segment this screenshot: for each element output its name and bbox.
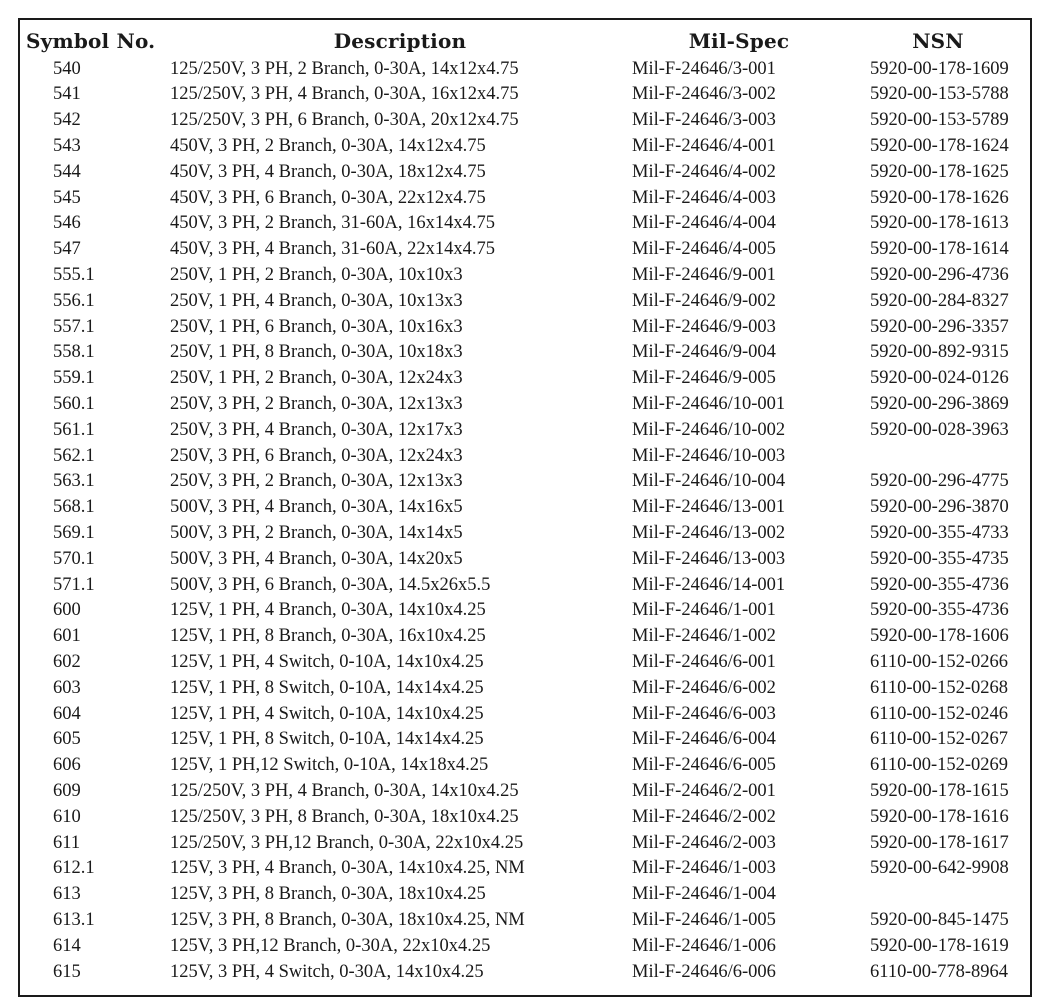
cell-nsn: 5920-00-296-3357 bbox=[870, 316, 1009, 337]
cell-milspec: Mil-F-24646/6-004 bbox=[632, 729, 776, 750]
cell-symbol: 570.1 bbox=[53, 548, 95, 569]
cell-description: 125/250V, 3 PH, 6 Branch, 0-30A, 20x12x4.75 bbox=[170, 110, 519, 131]
cell-nsn: 5920-00-296-3870 bbox=[870, 497, 1009, 518]
table-row bbox=[22, 598, 1028, 624]
table-row bbox=[22, 701, 1028, 727]
cell-symbol: 601 bbox=[53, 626, 81, 647]
table-row bbox=[22, 366, 1028, 392]
header-row bbox=[22, 26, 1028, 56]
cell-description: 250V, 3 PH, 4 Branch, 0-30A, 12x17x3 bbox=[170, 419, 463, 440]
cell-symbol: 606 bbox=[53, 755, 81, 776]
cell-description: 250V, 1 PH, 4 Branch, 0-30A, 10x13x3 bbox=[170, 290, 463, 311]
cell-milspec: Mil-F-24646/10-004 bbox=[632, 471, 786, 492]
cell-description: 125V, 1 PH, 8 Switch, 0-10A, 14x14x4.25 bbox=[170, 729, 484, 750]
table-row bbox=[22, 314, 1028, 340]
table-row bbox=[22, 82, 1028, 108]
cell-symbol: 571.1 bbox=[53, 574, 95, 595]
cell-description: 250V, 3 PH, 6 Branch, 0-30A, 12x24x3 bbox=[170, 445, 463, 466]
cell-description: 125V, 1 PH, 8 Switch, 0-10A, 14x14x4.25 bbox=[170, 677, 484, 698]
table-frame bbox=[18, 18, 1032, 997]
table-row bbox=[22, 520, 1028, 546]
cell-description: 450V, 3 PH, 4 Branch, 0-30A, 18x12x4.75 bbox=[170, 161, 486, 182]
cell-description: 125V, 3 PH, 8 Branch, 0-30A, 18x10x4.25, NM bbox=[170, 909, 525, 930]
cell-description: 125V, 3 PH,12 Branch, 0-30A, 22x10x4.25 bbox=[170, 935, 491, 956]
cell-symbol: 615 bbox=[53, 961, 81, 982]
cell-milspec: Mil-F-24646/14-001 bbox=[632, 574, 786, 595]
cell-milspec: Mil-F-24646/1-002 bbox=[632, 626, 776, 647]
cell-milspec: Mil-F-24646/4-003 bbox=[632, 187, 776, 208]
cell-nsn: 5920-00-153-5789 bbox=[870, 110, 1009, 131]
table-row bbox=[22, 391, 1028, 417]
cell-description: 450V, 3 PH, 6 Branch, 0-30A, 22x12x4.75 bbox=[170, 187, 486, 208]
cell-nsn bbox=[848, 443, 1028, 469]
cell-description: 125/250V, 3 PH, 4 Branch, 0-30A, 14x10x4.25 bbox=[170, 780, 519, 801]
cell-symbol: 544 bbox=[53, 161, 81, 182]
cell-milspec: Mil-F-24646/6-002 bbox=[632, 677, 776, 698]
cell-nsn: 5920-00-178-1615 bbox=[870, 780, 1009, 801]
cell-symbol: 558.1 bbox=[53, 342, 95, 363]
table-row bbox=[22, 959, 1028, 985]
cell-symbol: 611 bbox=[53, 832, 81, 853]
table-row bbox=[22, 933, 1028, 959]
table-row bbox=[22, 133, 1028, 159]
cell-nsn: 5920-00-024-0126 bbox=[870, 368, 1009, 389]
cell-nsn: 5920-00-178-1625 bbox=[870, 161, 1009, 182]
cell-symbol: 541 bbox=[53, 84, 81, 105]
cell-symbol: 609 bbox=[53, 780, 81, 801]
cell-description: 250V, 3 PH, 2 Branch, 0-30A, 12x13x3 bbox=[170, 394, 463, 414]
cell-milspec: Mil-F-24646/13-003 bbox=[632, 548, 786, 569]
table-row bbox=[22, 443, 1028, 469]
cell-symbol: 613.1 bbox=[53, 909, 95, 930]
cell-milspec: Mil-F-24646/4-005 bbox=[632, 239, 776, 260]
cell-milspec: Mil-F-24646/3-002 bbox=[632, 84, 776, 105]
cell-symbol: 556.1 bbox=[53, 290, 95, 311]
table-row bbox=[22, 237, 1028, 263]
cell-symbol: 555.1 bbox=[53, 265, 95, 286]
cell-nsn: 6110-00-778-8964 bbox=[870, 961, 1009, 982]
cell-symbol: 546 bbox=[53, 213, 81, 234]
cell-nsn: 5920-00-178-1613 bbox=[870, 213, 1009, 234]
table-row bbox=[22, 159, 1028, 185]
cell-nsn: 5920-00-892-9315 bbox=[870, 342, 1009, 363]
cell-milspec: Mil-F-24646/1-004 bbox=[632, 884, 776, 905]
table-row bbox=[22, 56, 1028, 82]
cell-nsn: 5920-00-355-4733 bbox=[870, 522, 1009, 543]
cell-nsn: 6110-00-152-0269 bbox=[870, 755, 1009, 776]
cell-milspec: Mil-F-24646/10-001 bbox=[632, 394, 786, 414]
cell-nsn: 6110-00-152-0268 bbox=[870, 677, 1009, 698]
cell-symbol: 559.1 bbox=[53, 368, 95, 389]
cell-description: 125/250V, 3 PH, 8 Branch, 0-30A, 18x10x4.25 bbox=[170, 806, 519, 827]
table-row bbox=[22, 649, 1028, 675]
cell-milspec: Mil-F-24646/3-003 bbox=[632, 110, 776, 131]
cell-nsn: 5920-00-178-1616 bbox=[870, 806, 1009, 827]
cell-description: 125V, 3 PH, 4 Branch, 0-30A, 14x10x4.25, NM bbox=[170, 858, 525, 879]
cell-milspec: Mil-F-24646/2-002 bbox=[632, 806, 776, 827]
cell-symbol: 604 bbox=[53, 703, 81, 724]
cell-nsn: 5920-00-355-4735 bbox=[870, 548, 1009, 569]
cell-nsn bbox=[848, 882, 1028, 908]
table-body bbox=[22, 56, 1028, 985]
cell-nsn: 5920-00-178-1626 bbox=[870, 187, 1009, 208]
table-row bbox=[22, 727, 1028, 753]
cell-milspec: Mil-F-24646/6-003 bbox=[632, 703, 776, 724]
table-row bbox=[22, 830, 1028, 856]
cell-nsn: 5920-00-178-1614 bbox=[870, 239, 1009, 260]
cell-nsn: 5920-00-178-1617 bbox=[870, 832, 1009, 853]
cell-nsn: 5920-00-296-4736 bbox=[870, 265, 1009, 286]
table-row bbox=[22, 624, 1028, 650]
cell-nsn: 5920-00-028-3963 bbox=[870, 419, 1009, 440]
cell-milspec: Mil-F-24646/4-002 bbox=[632, 161, 776, 182]
cell-milspec: Mil-F-24646/9-003 bbox=[632, 316, 776, 337]
cell-milspec: Mil-F-24646/13-002 bbox=[632, 522, 786, 543]
cell-description: 125V, 1 PH,12 Switch, 0-10A, 14x18x4.25 bbox=[170, 755, 489, 776]
cell-description: 125V, 3 PH, 8 Branch, 0-30A, 18x10x4.25 bbox=[170, 884, 486, 905]
cell-symbol: 612.1 bbox=[53, 858, 95, 879]
table-row bbox=[22, 495, 1028, 521]
table-row bbox=[22, 469, 1028, 495]
cell-description: 125/250V, 3 PH, 4 Branch, 0-30A, 16x12x4.75 bbox=[170, 84, 519, 105]
header-milspec: Mil-Spec bbox=[688, 29, 790, 53]
cell-nsn: 5920-00-296-4775 bbox=[870, 471, 1009, 492]
table-row bbox=[22, 340, 1028, 366]
cell-milspec: Mil-F-24646/10-002 bbox=[632, 419, 786, 440]
cell-description: 250V, 1 PH, 2 Branch, 0-30A, 10x10x3 bbox=[170, 265, 463, 286]
cell-milspec: Mil-F-24646/2-001 bbox=[632, 780, 776, 801]
cell-symbol: 600 bbox=[53, 600, 81, 621]
cell-symbol: 563.1 bbox=[53, 471, 95, 492]
cell-symbol: 543 bbox=[53, 136, 81, 157]
table-row bbox=[22, 753, 1028, 779]
table-row bbox=[22, 804, 1028, 830]
table-row bbox=[22, 185, 1028, 211]
cell-symbol: 561.1 bbox=[53, 419, 95, 440]
cell-description: 500V, 3 PH, 2 Branch, 0-30A, 14x14x5 bbox=[170, 522, 463, 543]
header-description: Description bbox=[333, 29, 467, 53]
cell-nsn: 5920-00-178-1624 bbox=[870, 136, 1009, 157]
header-nsn: NSN bbox=[912, 29, 964, 53]
cell-description: 125V, 1 PH, 8 Branch, 0-30A, 16x10x4.25 bbox=[170, 626, 486, 647]
header-symbol: Symbol No. bbox=[26, 29, 156, 53]
cell-description: 450V, 3 PH, 2 Branch, 0-30A, 14x12x4.75 bbox=[170, 136, 486, 157]
cell-symbol: 547 bbox=[53, 239, 81, 260]
cell-nsn: 5920-00-642-9908 bbox=[870, 858, 1009, 879]
cell-milspec: Mil-F-24646/6-005 bbox=[632, 755, 776, 776]
cell-milspec: Mil-F-24646/9-002 bbox=[632, 290, 776, 311]
cell-milspec: Mil-F-24646/9-004 bbox=[632, 342, 776, 363]
cell-milspec: Mil-F-24646/6-006 bbox=[632, 961, 776, 982]
cell-milspec: Mil-F-24646/13-001 bbox=[632, 497, 786, 518]
cell-nsn: 5920-00-178-1609 bbox=[870, 58, 1009, 79]
table-row bbox=[22, 211, 1028, 237]
cell-symbol: 562.1 bbox=[53, 445, 95, 466]
cell-nsn: 5920-00-178-1619 bbox=[870, 935, 1009, 956]
cell-milspec: Mil-F-24646/1-006 bbox=[632, 935, 776, 956]
cell-milspec: Mil-F-24646/3-001 bbox=[632, 58, 776, 79]
table-row bbox=[22, 856, 1028, 882]
cell-milspec: Mil-F-24646/9-005 bbox=[632, 368, 776, 389]
cell-symbol: 557.1 bbox=[53, 316, 95, 337]
cell-description: 125V, 1 PH, 4 Switch, 0-10A, 14x10x4.25 bbox=[170, 651, 484, 672]
cell-description: 125V, 3 PH, 4 Switch, 0-30A, 14x10x4.25 bbox=[170, 961, 484, 982]
table-row bbox=[22, 572, 1028, 598]
cell-description: 250V, 1 PH, 8 Branch, 0-30A, 10x18x3 bbox=[170, 342, 463, 363]
parts-table bbox=[22, 26, 1028, 985]
cell-nsn: 5920-00-178-1606 bbox=[870, 626, 1009, 647]
cell-description: 500V, 3 PH, 4 Branch, 0-30A, 14x20x5 bbox=[170, 548, 463, 569]
table-row bbox=[22, 288, 1028, 314]
cell-milspec: Mil-F-24646/1-003 bbox=[632, 858, 776, 879]
table-row bbox=[22, 907, 1028, 933]
cell-milspec: Mil-F-24646/4-001 bbox=[632, 136, 776, 157]
table-row bbox=[22, 262, 1028, 288]
table-row bbox=[22, 778, 1028, 804]
cell-nsn: 6110-00-152-0267 bbox=[870, 729, 1009, 750]
cell-symbol: 568.1 bbox=[53, 497, 95, 518]
cell-symbol: 560.1 bbox=[53, 394, 95, 414]
cell-nsn: 6110-00-152-0246 bbox=[870, 703, 1009, 724]
cell-milspec: Mil-F-24646/4-004 bbox=[632, 213, 776, 234]
cell-symbol: 603 bbox=[53, 677, 81, 698]
cell-description: 450V, 3 PH, 2 Branch, 31-60A, 16x14x4.75 bbox=[170, 213, 495, 234]
cell-description: 250V, 1 PH, 2 Branch, 0-30A, 12x24x3 bbox=[170, 368, 463, 389]
cell-nsn: 5920-00-355-4736 bbox=[870, 600, 1009, 621]
cell-nsn: 5920-00-355-4736 bbox=[870, 574, 1009, 595]
cell-description: 500V, 3 PH, 4 Branch, 0-30A, 14x16x5 bbox=[170, 497, 463, 518]
cell-description: 250V, 3 PH, 2 Branch, 0-30A, 12x13x3 bbox=[170, 471, 463, 492]
cell-nsn: 5920-00-284-8327 bbox=[870, 290, 1009, 311]
cell-milspec: Mil-F-24646/2-003 bbox=[632, 832, 776, 853]
cell-milspec: Mil-F-24646/10-003 bbox=[632, 445, 786, 466]
cell-description: 125/250V, 3 PH, 2 Branch, 0-30A, 14x12x4.75 bbox=[170, 58, 519, 79]
cell-symbol: 569.1 bbox=[53, 522, 95, 543]
cell-nsn: 5920-00-296-3869 bbox=[870, 394, 1009, 414]
table-row bbox=[22, 417, 1028, 443]
cell-symbol: 605 bbox=[53, 729, 81, 750]
cell-milspec: Mil-F-24646/6-001 bbox=[632, 651, 776, 672]
cell-nsn: 6110-00-152-0266 bbox=[870, 651, 1009, 672]
cell-symbol: 602 bbox=[53, 651, 81, 672]
cell-symbol: 613 bbox=[53, 884, 81, 905]
table-row bbox=[22, 108, 1028, 134]
cell-description: 450V, 3 PH, 4 Branch, 31-60A, 22x14x4.75 bbox=[170, 239, 495, 260]
table-row bbox=[22, 882, 1028, 908]
cell-milspec: Mil-F-24646/1-005 bbox=[632, 909, 776, 930]
cell-symbol: 545 bbox=[53, 187, 81, 208]
cell-description: 125V, 1 PH, 4 Switch, 0-10A, 14x10x4.25 bbox=[170, 703, 484, 724]
table-row bbox=[22, 675, 1028, 701]
cell-description: 500V, 3 PH, 6 Branch, 0-30A, 14.5x26x5.5 bbox=[170, 574, 491, 595]
cell-symbol: 542 bbox=[53, 110, 81, 131]
cell-description: 125V, 1 PH, 4 Branch, 0-30A, 14x10x4.25 bbox=[170, 600, 486, 621]
table-row bbox=[22, 546, 1028, 572]
cell-symbol: 614 bbox=[53, 935, 81, 956]
table-header bbox=[22, 26, 1028, 56]
cell-description: 125/250V, 3 PH,12 Branch, 0-30A, 22x10x4.25 bbox=[170, 832, 524, 853]
cell-milspec: Mil-F-24646/1-001 bbox=[632, 600, 776, 621]
cell-description: 250V, 1 PH, 6 Branch, 0-30A, 10x16x3 bbox=[170, 316, 463, 337]
cell-milspec: Mil-F-24646/9-001 bbox=[632, 265, 776, 286]
cell-symbol: 540 bbox=[53, 58, 81, 79]
cell-symbol: 610 bbox=[53, 806, 81, 827]
cell-nsn: 5920-00-153-5788 bbox=[870, 84, 1009, 105]
cell-nsn: 5920-00-845-1475 bbox=[870, 909, 1009, 930]
